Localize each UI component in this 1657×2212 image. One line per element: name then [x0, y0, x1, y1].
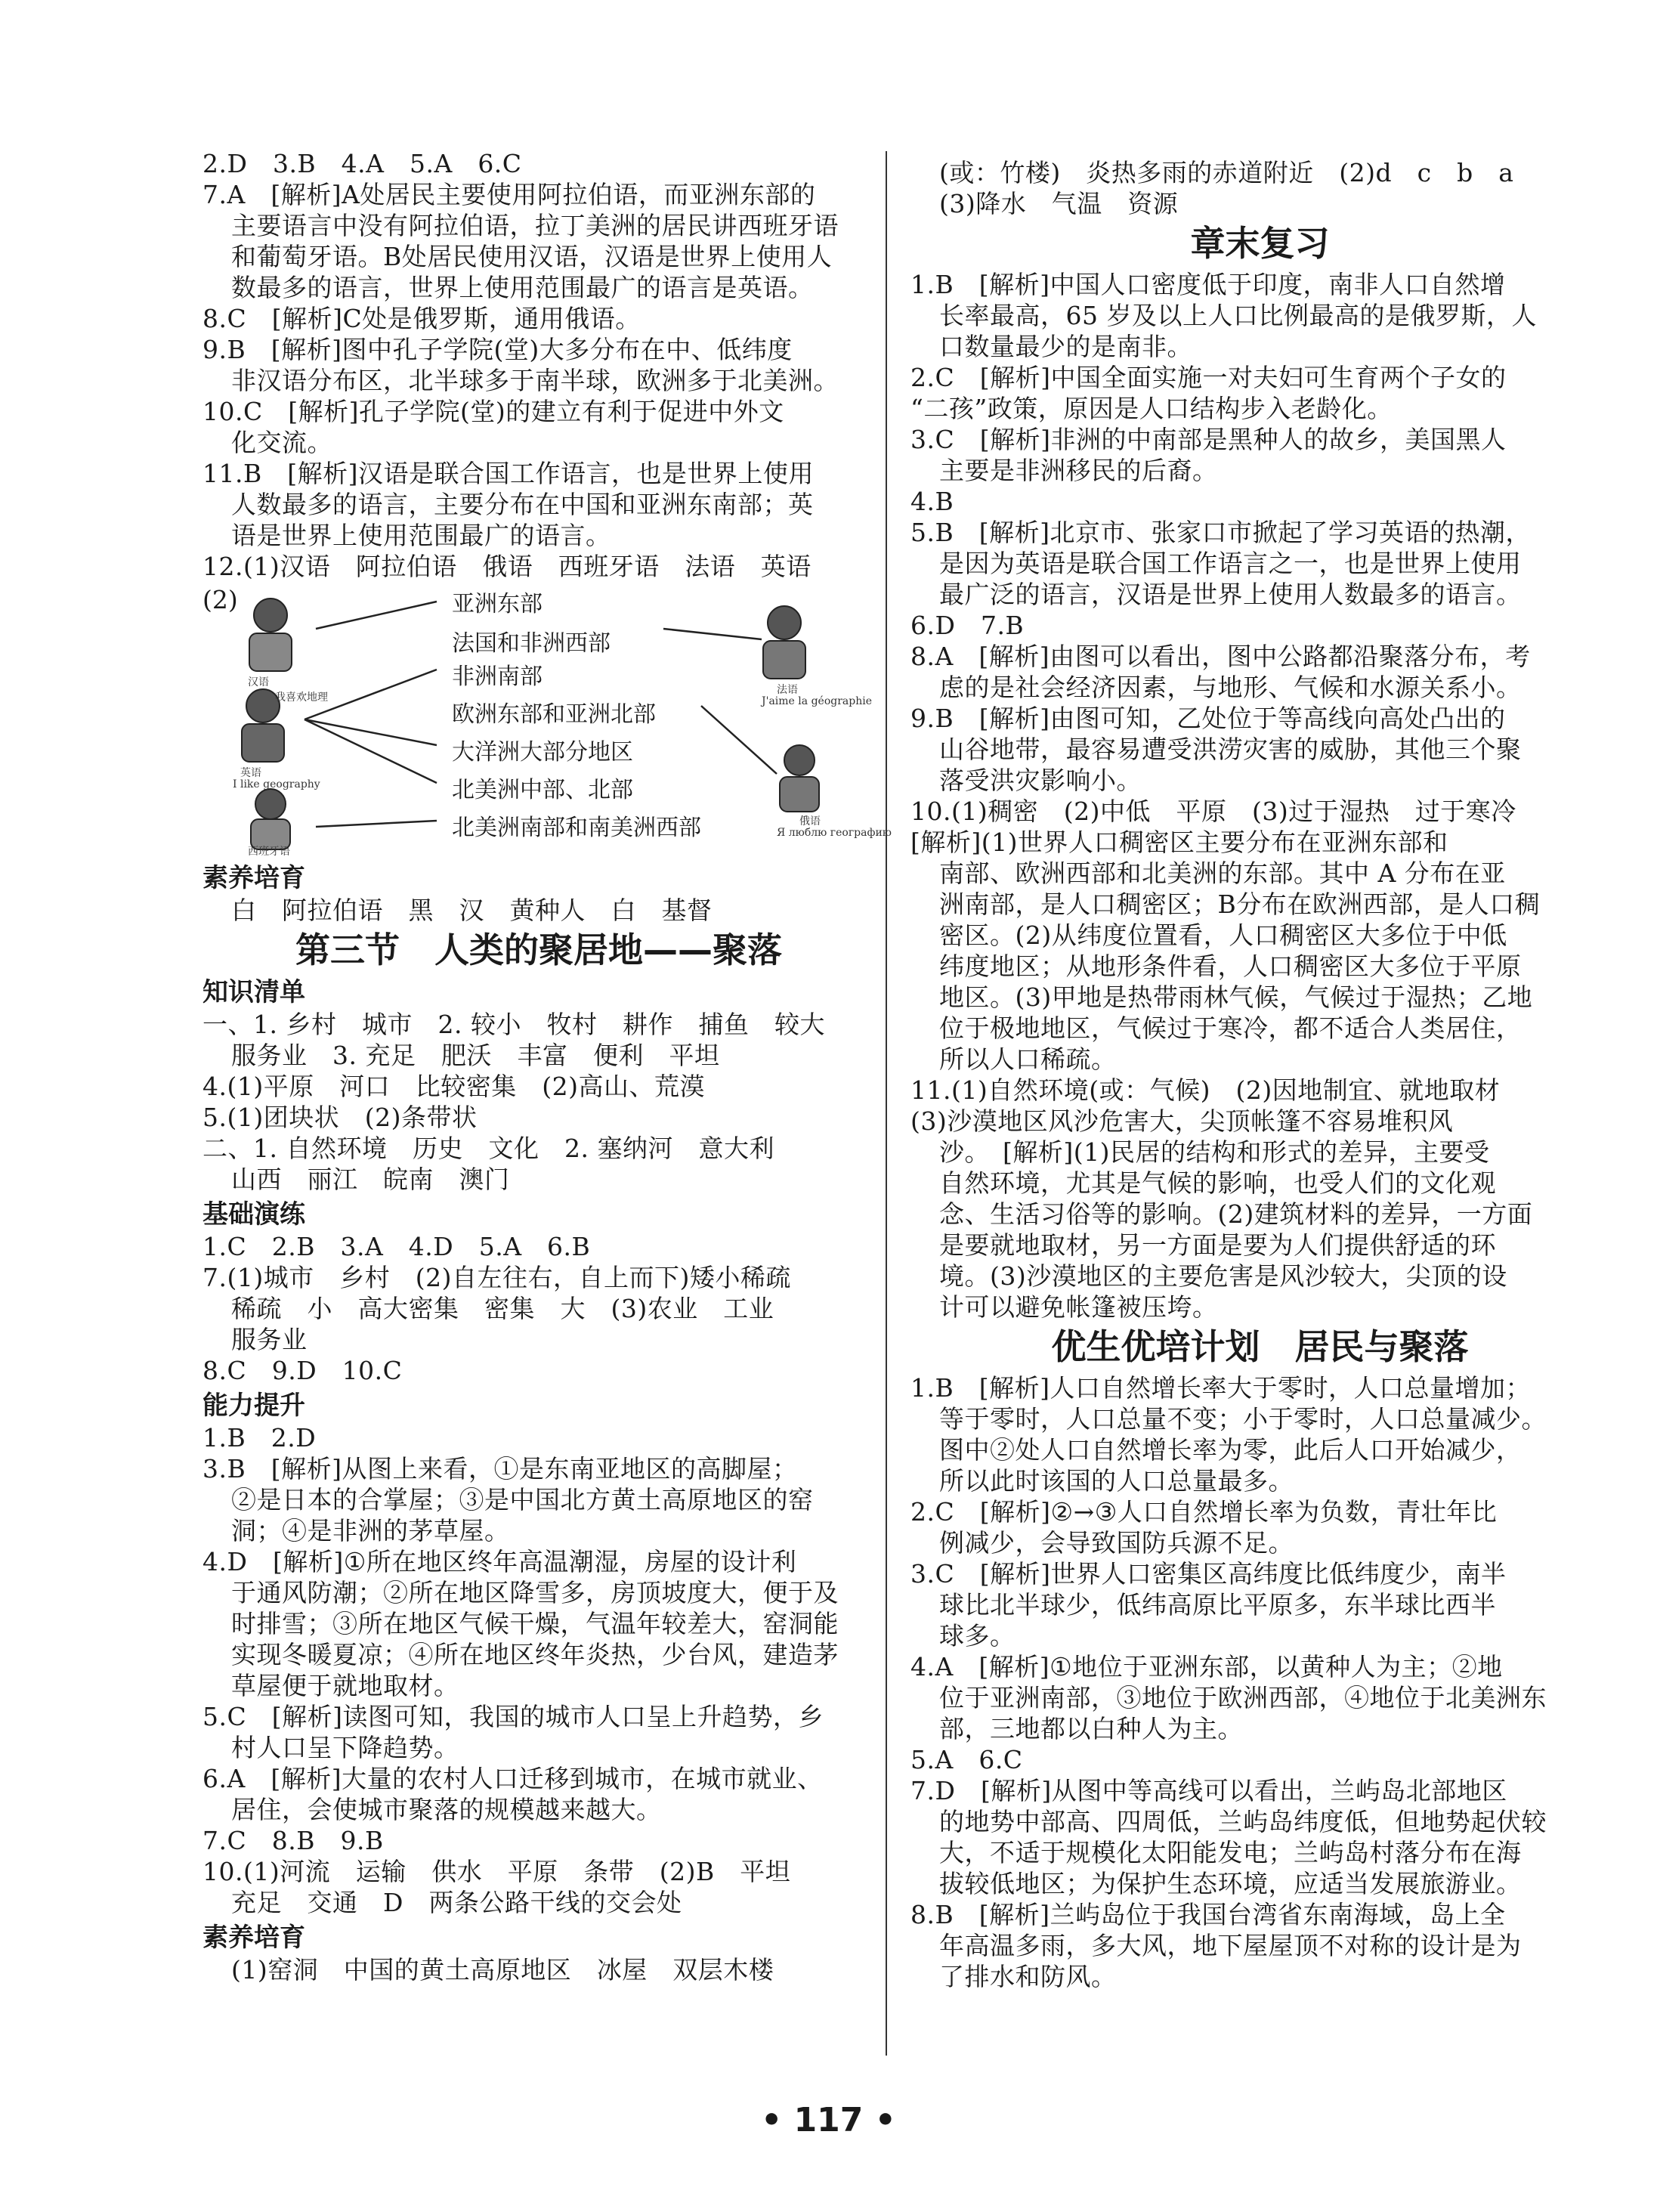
text-line: 非汉语分布区，北半球多于南半球，欧洲多于北美洲。	[231, 366, 839, 395]
text-line: 图中②处人口自然增长率为零，此后人口开始减少，	[939, 1435, 1522, 1465]
text-line: 村人口呈下降趋势。	[231, 1733, 459, 1762]
jichu-block	[202, 1231, 875, 1386]
text-line: 稀疏 小 高大密集 密集 大 (3)农业 工业	[231, 1294, 774, 1323]
figure-caption: 汉语	[248, 676, 269, 688]
text-line: 念、生活习俗等的影响。(2)建筑材料的差异，一方面	[939, 1199, 1533, 1229]
text-line: 地区。(3)甲地是热带雨林气候，气候过于湿热；乙地	[939, 982, 1533, 1012]
excellence-plan-title: 优生优培计划 居民与聚落	[1051, 1326, 1469, 1367]
excellence-plan-block	[910, 1372, 1609, 1992]
text-line: 3.B [解析]从图上来看，①是东南亚地区的高脚屋；	[202, 1454, 798, 1483]
option-label: 大洋洲大部分地区	[452, 739, 633, 766]
text-line: 例减少，会导致国防兵源不足。	[939, 1528, 1294, 1558]
text-line: 9.B [解析]由图可知，乙处位于等高线向高处凸出的	[910, 704, 1506, 733]
text-line: 位于极地地区，气候过于寒冷，都不适合人类居住，	[939, 1013, 1522, 1043]
text-line: 10.(1)河流 运输 供水 平原 条带 (2)B 平坦	[202, 1857, 791, 1886]
column-divider	[886, 151, 887, 2056]
text-line: 境。(3)沙漠地区的主要危害是风沙较大，尖顶的设	[939, 1261, 1507, 1291]
option-label: 亚洲东部	[452, 591, 543, 617]
text-line: 于通风防潮；②所在地区降雪多，房顶坡度大，便于及	[231, 1578, 839, 1607]
text-line: 5.C [解析]读图可知，我国的城市人口呈上升趋势，乡	[202, 1702, 824, 1731]
figure-caption: 英语	[240, 767, 261, 779]
text-line: 4.D [解析]①所在地区终年高温潮湿，房屋的设计利	[202, 1547, 797, 1576]
text-line: 服务业	[231, 1325, 308, 1354]
text-line: 6.A [解析]大量的农村人口迁移到城市，在城市就业、	[202, 1764, 823, 1793]
text-line: 2.D 3.B 4.A 5.A 6.C	[202, 149, 522, 178]
text-line: (3)沙漠地区风沙危害大，尖顶帐篷不容易堆积风	[910, 1106, 1454, 1136]
text-line: 洞；④是非洲的茅草屋。	[231, 1516, 510, 1545]
text-line: 3.C [解析]世界人口密集区高纬度比低纬度少，南半	[910, 1559, 1507, 1589]
figure-caption: J'aime la géographie	[762, 695, 872, 707]
text-line: 12.(1)汉语 阿拉伯语 俄语 西班牙语 法语 英语	[202, 552, 811, 581]
text-line: 自然环境，尤其是气候的影响，也受人们的文化观	[939, 1168, 1496, 1198]
text-line: 7.A [解析]A处居民主要使用阿拉伯语，而亚洲东部的	[202, 180, 816, 209]
zhishi-block	[202, 1009, 875, 1195]
text-line: 主要语言中没有阿拉伯语，拉丁美洲的居民讲西班牙语	[231, 211, 839, 240]
text-line: 居住，会使城市聚落的规模越来越大。	[231, 1795, 662, 1824]
text-line: 球比北半球少，低纬高原比平原多，东半球比西半	[939, 1590, 1496, 1620]
text-line: 沙。 [解析](1)民居的结构和形式的差异，主要受	[939, 1137, 1490, 1167]
text-line: 4.(1)平原 河口 比较密集 (2)高山、荒漠	[202, 1072, 705, 1101]
text-line: “二孩”政策，原因是人口结构步入老龄化。	[910, 394, 1393, 423]
text-line: 1.B 2.D	[202, 1423, 317, 1452]
text-line: 5.B [解析]北京市、张家口市掀起了学习英语的热潮，	[910, 518, 1531, 547]
text-line: 服务业 3. 充足 肥沃 丰富 便利 平坦	[231, 1041, 720, 1070]
text-line: 5.(1)团块状 (2)条带状	[202, 1103, 478, 1132]
text-line: 8.B [解析]兰屿岛位于我国台湾省东南海域，岛上全	[910, 1900, 1506, 1929]
heading-suyang-2: 素养培育	[202, 1923, 305, 1953]
text-line: 草屋便于就地取材。	[231, 1671, 459, 1700]
text-line: (或：竹楼) 炎热多雨的赤道附近 (2)d c b a	[939, 158, 1514, 187]
text-line: 长率最高，65 岁及以上人口比例最高的是俄罗斯，人	[939, 301, 1537, 330]
text-line: 虑的是社会经济因素，与地形、气候和水源关系小。	[939, 673, 1522, 702]
text-line: 主要是非洲移民的后裔。	[939, 456, 1218, 485]
text-line: 山谷地带，最容易遭受洪涝灾害的威胁，其他三个聚	[939, 735, 1522, 764]
text-line: 数最多的语言，世界上使用范围最广的语言是英语。	[231, 273, 814, 302]
text-line: 充足 交通 D 两条公路干线的交会处	[231, 1888, 682, 1917]
suyang2-answers: (1)窑洞 中国的黄土高原地区 冰屋 双层木楼	[231, 1955, 774, 1985]
text-line: 是要就地取材，另一方面是要为人们提供舒适的环	[939, 1230, 1496, 1260]
text-line: 所以人口稀疏。	[939, 1044, 1117, 1074]
text-line: 等于零时，人口总量不变；小于零时，人口总量减少。	[939, 1404, 1547, 1434]
text-line: (3)降水 气温 资源	[939, 189, 1179, 218]
option-label: 北美洲南部和南美洲西部	[452, 815, 701, 841]
text-line: 和葡萄牙语。B处居民使用汉语，汉语是世界上使用人	[231, 242, 833, 271]
text-line: [解析](1)世界人口稠密区主要分布在亚洲东部和	[910, 828, 1448, 857]
text-line: 拔较低地区；为保护生态环境，应适当发展旅游业。	[939, 1869, 1522, 1898]
text-line: 是因为英语是联合国工作语言之一，也是世界上使用	[939, 549, 1522, 578]
text-line: 11.(1)自然环境(或：气候) (2)因地制宜、就地取材	[910, 1075, 1501, 1105]
text-line: 实现冬暖夏凉；④所在地区终年炎热，少台风，建造茅	[231, 1640, 839, 1669]
text-line: 8.C [解析]C处是俄罗斯，通用俄语。	[202, 304, 641, 333]
text-line: 球多。	[939, 1621, 1016, 1650]
figure-caption: 西班牙语	[248, 846, 290, 858]
text-line: 的地势中部高、四周低，兰屿岛纬度低，但地势起伏较	[939, 1807, 1547, 1836]
text-line: 位于亚洲南部，③地位于欧洲西部，④地位于北美洲东	[939, 1683, 1547, 1712]
text-line: 3.C [解析]非洲的中南部是黑种人的故乡，美国黑人	[910, 425, 1507, 454]
figure-caption: Я люблю географию	[777, 827, 892, 839]
suyang-answers: 白 阿拉伯语 黑 汉 黄种人 白 基督	[231, 896, 713, 925]
text-line: 8.C 9.D 10.C	[202, 1356, 403, 1385]
text-line: 1.C 2.B 3.A 4.D 5.A 6.B	[202, 1232, 591, 1261]
text-line: 10.(1)稠密 (2)中低 平原 (3)过于湿热 过于寒冷	[910, 797, 1516, 826]
text-line: 7.(1)城市 乡村 (2)自左往右，自上而下)矮小稀疏	[202, 1263, 791, 1292]
text-line: 口数量最少的是南非。	[939, 332, 1192, 361]
text-line: 大，不适于规模化太阳能发电；兰屿岛村落分布在海	[939, 1838, 1522, 1867]
option-label: 欧洲东部和亚洲北部	[452, 701, 656, 728]
text-line: 语是世界上使用范围最广的语言。	[231, 521, 611, 550]
option-label: 法国和非洲西部	[452, 630, 611, 657]
text-line: 年高温多雨，多大风，地下屋屋顶不对称的设计是为	[939, 1931, 1522, 1960]
text-line: 1.B [解析]人口自然增长率大于零时，人口总量增加；	[910, 1373, 1531, 1403]
text-line: 1.B [解析]中国人口密度低于印度，南非人口自然增	[910, 270, 1506, 299]
text-line: 10.C [解析]孔子学院(堂)的建立有利于促进中外文	[202, 397, 784, 426]
text-line: 4.B	[910, 487, 954, 516]
heading-nengli: 能力提升	[202, 1391, 305, 1421]
text-line: 化交流。	[231, 428, 332, 457]
page-number: • 117 •	[761, 2101, 896, 2139]
option-label: 非洲南部	[452, 664, 543, 690]
text-line: 最广泛的语言，汉语是世界上使用人数最多的语言。	[939, 580, 1522, 609]
text-line: 落受洪灾影响小。	[939, 766, 1142, 795]
section-title: 第三节 人类的聚居地——聚落	[295, 930, 782, 970]
text-line: 南部、欧洲西部和北美洲的东部。其中 A 分布在亚	[939, 859, 1506, 888]
text-line: 8.A [解析]由图可以看出，图中公路都沿聚落分布，考	[910, 642, 1531, 671]
text-line: 5.A 6.C	[910, 1745, 1023, 1774]
text-line: 11.B [解析]汉语是联合国工作语言，也是世界上使用	[202, 459, 814, 488]
text-line: 人数最多的语言，主要分布在中国和亚洲东南部；英	[231, 490, 814, 519]
nengli-block	[202, 1422, 875, 1918]
heading-zhishi: 知识清单	[202, 977, 305, 1007]
heading-jichu: 基础演练	[202, 1199, 305, 1230]
chapter-review-title: 章末复习	[1190, 223, 1330, 264]
text-line: 7.C 8.B 9.B	[202, 1826, 384, 1855]
text-line: 一、1. 乡村 城市 2. 较小 牧村 耕作 捕鱼 较大	[202, 1010, 825, 1039]
text-line: 7.D [解析]从图中等高线可以看出，兰屿岛北部地区	[910, 1776, 1507, 1805]
text-line: 山西 丽江 皖南 澳门	[231, 1165, 510, 1194]
left-column	[202, 148, 892, 1985]
figure-caption: 俄语	[799, 815, 821, 828]
text-line: 6.D 7.B	[910, 611, 1025, 640]
right-column	[910, 157, 1609, 1992]
text-line: ②是日本的合掌屋；③是中国北方黄土高原地区的窑	[231, 1485, 814, 1514]
figure-caption: 法语	[777, 684, 798, 696]
text-line: 所以此时该国的人口总量最多。	[939, 1466, 1294, 1496]
text-line: 4.A [解析]①地位于亚洲东部，以黄种人为主；②地	[910, 1652, 1503, 1681]
text-line: 纬度地区；从地形条件看，人口稠密区大多位于平原	[939, 951, 1522, 981]
text-line: 计可以避免帐篷被压垮。	[939, 1292, 1218, 1322]
text-line: 二、1. 自然环境 历史 文化 2. 塞纳河 意大利	[202, 1134, 774, 1163]
text-line: 时排雪；③所在地区气候干燥，气温年较差大，窑洞能	[231, 1609, 839, 1638]
text-line: 9.B [解析]图中孔子学院(堂)大多分布在中、低纬度	[202, 335, 793, 364]
figure-caption: I like geography	[233, 778, 320, 790]
chapter-review-block	[910, 269, 1609, 1323]
language-matching-figure	[202, 585, 892, 858]
text-line: 密区。(2)从纬度位置看，人口稠密区大多位于中低	[939, 920, 1507, 950]
text-line: 了排水和防风。	[939, 1962, 1117, 1991]
figure-part-label: (2)	[202, 585, 238, 614]
figure-caption: 我喜欢地理	[275, 691, 328, 704]
text-line: 2.C [解析]中国全面实施一对夫妇可生育两个子女的	[910, 363, 1507, 392]
option-label: 北美洲中部、北部	[452, 777, 633, 803]
answers-continued	[910, 157, 1609, 219]
text-line: 部，三地都以白种人为主。	[939, 1714, 1243, 1743]
answers-block-1	[202, 148, 875, 582]
heading-suyang: 素养培育	[202, 863, 305, 893]
text-line: 洲南部，是人口稠密区；B分布在欧洲西部，是人口稠	[939, 889, 1541, 919]
text-line: 2.C [解析]②→③人口自然增长率为负数，青壮年比	[910, 1497, 1498, 1527]
